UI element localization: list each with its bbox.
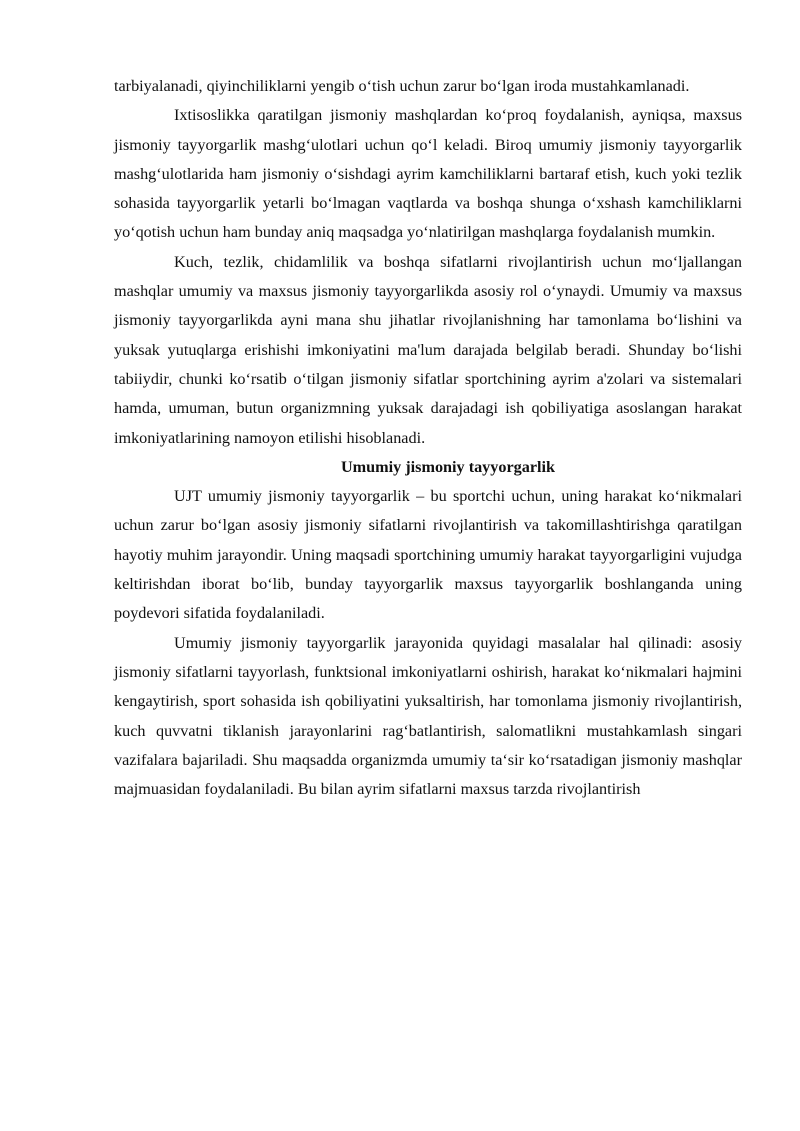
section-heading: Umumiy jismoniy tayyorgarlik (340, 457, 556, 476)
paragraph-ujt-definition: UJT umumiy jismoniy tayyorgarlik – bu sportchi uchun, uning harakat ko‘nikmalari uchun zarur bo‘lgan asosiy jismoniy sifatlarni rivojlantirish va takomillashtirishga qaratilgan hayotiy muhim jarayondir. Uning maqsadi sportchining umumiy harakat tayyorgarligini vujudga keltirishdan iborat bo‘lib, bunday tayyorgarlik maxsus tayyorgarlik boshlanganda uning poydevori sifatida foydalaniladi. (114, 487, 742, 623)
paragraph-continuation: tarbiyalanadi, qiyinchiliklarni yengib o‘tish uchun zarur bo‘lgan iroda mustahkamlanadi. (114, 77, 690, 95)
document-page (114, 72, 742, 804)
paragraph-ujt-tasks: Umumiy jismoniy tayyorgarlik jarayonida quyidagi masalalar hal qilinadi: asosiy jismoniy sifatlarni tayyorlash, funktsional imkoniyatlarni oshirish, harakat ko‘nikmalari hajmini kengaytirish, sport sohasida ish qobiliyatini yuksaltirish, har tomonlama jismoniy rivojlantirish, kuch quvvatni tiklanish jarayonlarini rag‘batlantirish, salomatlikni mustahkamlash singari vazifalara bajariladi. Shu maqsadda organizmda umumiy ta‘sir ko‘rsatadigan jismoniy mashqlar majmuasidan foydalaniladi. Bu bilan ayrim sifatlarni maxsus tarzda rivojlantirish (114, 633, 742, 799)
paragraph-specialized-exercises: Ixtisoslikka qaratilgan jismoniy mashqlardan ko‘proq foydalanish, ayniqsa, maxsus jismoniy tayyorgarlik mashg‘ulotlari uchun qo‘l keladi. Biroq umumiy jismoniy tayyorgarlik mashg‘ulotlarida ham jismoniy o‘sishdagi ayrim kamchiliklarni bartaraf etish, kuch yoki tezlik sohasida tayyorgarlik yetarli bo‘lmagan vaqtlarda va boshqa shunga o‘xshash kamchiliklarni yo‘qotish uchun ham bunday aniq maqsadga yo‘nlatirilgan mashqlarga foydalanish mumkin. (114, 106, 742, 242)
paragraph-physical-qualities: Kuch, tezlik, chidamlilik va boshqa sifatlarni rivojlantirish uchun mo‘ljallangan mashqlar umumiy va maxsus jismoniy tayyorgarlikda asosiy rol o‘ynaydi. Umumiy va maxsus jismoniy tayyorgarlikda ayni mana shu jihatlar rivojlanishning har tamonlama bo‘lishini va yuksak yutuqlarga erishishi imkoniyatini ma'lum darajada belgilab beradi. Shunday bo‘lishi tabiiydir, chunki ko‘rsatib o‘tilgan jismoniy sifatlar sportchining ayrim a'zolari va sistemalari hamda, umuman, butun organizmning yuksak darajadagi ish qobiliyatiga asoslangan harakat imkoniyatlarining namoyon etilishi hisoblanadi. (114, 252, 742, 447)
